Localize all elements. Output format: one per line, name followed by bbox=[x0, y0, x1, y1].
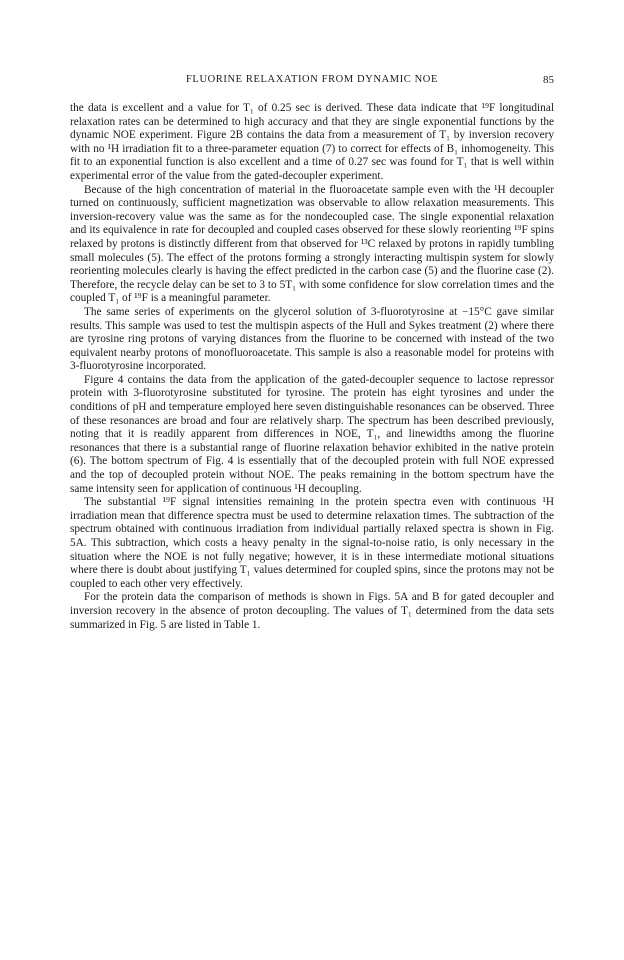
paragraph-4: Figure 4 contains the data from the application of the gated-decoupler sequence to lactose repressor protein with 3-fluorotyrosine substituted for tyrosine. The protein has eight tyrosines and under the conditions of pH and temperature employed here seven distinguishable resonances can be observed. Three of these resonances are broad and four are relatively sharp. The spectrum has been described previously, noting that it is readily apparent from differences in NOE, T₁, and linewidths among the fluorine resonances that there is a substantial range of fluorine relaxation behavior exhibited in the native protein (6). The bottom spectrum of Fig. 4 is essentially that of the decoupled protein with full NOE expressed and the top of decoupled protein without NOE. The peaks remaining in the bottom spectrum have the same intensity seen for application of continuous ¹H decoupling. bbox=[70, 373, 554, 495]
page-number: 85 bbox=[543, 74, 554, 86]
paragraph-5: The substantial ¹⁹F signal intensities remaining in the protein spectra even with continuous ¹H irradiation mean that difference spectra must be used to determine relaxation times. The subtraction of the spectrum obtained with continuous irradiation from individual partially relaxed spectra is shown in Fig. 5A. This subtraction, which costs a heavy penalty in the signal-to-noise ratio, is only necessary in the situation where the NOE is not fully negative; however, it is in these intermediate motional situations where there is doubt about justifying T₁ values determined for coupled spins, since the protons may not be coupled to each other very effectively. bbox=[70, 496, 554, 590]
paragraph-1: the data is excellent and a value for T₁ of 0.25 sec is derived. These data indicate that ¹⁹F longitudinal relaxation rates can be determined to high accuracy and that they are single exponential functions by the dynamic NOE experiment. Figure 2B contains the data from a measurement of T₁ by inversion recovery with no ¹H irradiation fit to a three-parameter equation (7) to correct for effects of B₁ inhomogeneity. This fit to an exponential function is also excellent and a time of 0.27 sec was found for T₁ that is well within experimental error of the value from the gated-decoupler experiment. bbox=[70, 102, 554, 182]
running-title: FLUORINE RELAXATION FROM DYNAMIC NOE bbox=[185, 74, 438, 85]
page-header bbox=[70, 74, 554, 90]
paragraph-3: The same series of experiments on the glycerol solution of 3-fluorotyrosine at −15°C gave similar results. This sample was used to test the multispin aspects of the Hull and Sykes treatment (2) where there are tyrosine ring protons of varying distances from the fluorine to be concerned with instead of the two equivalent nearby protons of monofluoroacetate. This sample is also a reasonable model for proteins with 3-fluorotyrosine incorporated. bbox=[70, 305, 554, 373]
body-text bbox=[70, 102, 554, 632]
paragraph-6: For the protein data the comparison of methods is shown in Figs. 5A and B for gated decoupler and inversion recovery in the absence of proton decoupling. The values of T₁ determined from the data sets summarized in Fig. 5 are listed in Table 1. bbox=[70, 591, 554, 631]
paragraph-2: Because of the high concentration of material in the fluoroacetate sample even with the ¹H decoupler turned on continuously, sufficient magnetization was observable to allow relaxation measurements. This inversion-recovery value was the same as for the nondecoupled case. The single exponential relaxation and its equivalence in rate for decoupled and coupled cases observed for these slowly reorienting ¹⁹F spins relaxed by protons is distinctly different from that observed for ¹³C relaxed by protons in rapidly tumbling small molecules (5). The effect of the protons forming a strongly interacting multispin system for slowly reorienting molecules clearly is having the effect predicted in the carbon case (5) and the fluorine case (2). Therefore, the recycle delay can be set to 3 to 5T₁ with some confidence for slow correlation times and the coupled T₁ of ¹⁹F is a meaningful parameter. bbox=[70, 183, 554, 305]
